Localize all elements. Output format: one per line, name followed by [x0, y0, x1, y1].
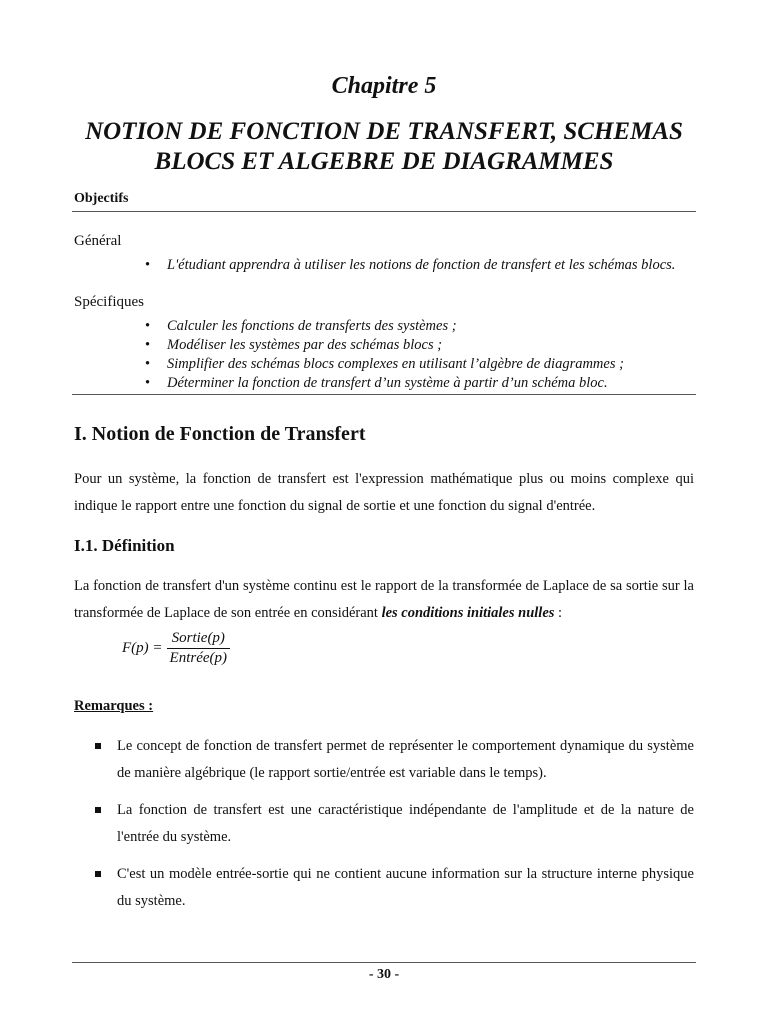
formula-fraction: [167, 630, 230, 667]
section-intro-paragraph: Pour un système, la fonction de transfert est l'expression mathématique plus ou moins complexe qui indique le rapport entre une fonction du signal de sortie et une fonction du signal d'entrée.: [74, 471, 694, 514]
chapter-title-line-2: BLOCS ET ALGEBRE DE DIAGRAMMES: [154, 148, 614, 175]
formula-lhs: F(p) =: [122, 640, 163, 656]
footer-rule: [72, 962, 696, 963]
specific-label: Spécifiques: [74, 294, 144, 310]
remark-text: La fonction de transfert est une caractéristique indépendante de l'amplitude et de la nature de l'entrée du système.: [117, 802, 694, 845]
specific-objectives-list: [145, 317, 685, 393]
specific-objective-item: • Simplifier des schémas blocs complexes en utilisant l’algèbre de diagrammes ;: [145, 355, 685, 374]
formula-denominator: Entrée(p): [169, 650, 228, 666]
definition-text: La fonction de transfert d'un système continu est le rapport de la transformée de Laplace de sa sortie sur la transformée de Laplace de son entrée en considérant: [74, 578, 694, 621]
remarks-label: Remarques :: [74, 698, 154, 714]
specific-objective-item: • Modéliser les systèmes par des schémas blocs ;: [145, 336, 685, 355]
remark-item: [95, 733, 694, 787]
general-label: Général: [74, 233, 122, 249]
remark-text: Le concept de fonction de transfert permet de représenter le comportement dynamique du système de manière algébrique (le rapport sortie/entrée est variable dans le temps).: [117, 738, 694, 781]
chapter-title-line-1: NOTION DE FONCTION DE TRANSFERT, SCHEMAS: [85, 118, 683, 145]
formula-numerator: Sortie(p): [171, 630, 225, 646]
transfer-function-formula: [122, 630, 230, 667]
specific-objective-item: • Déterminer la fonction de transfert d’un système à partir d’un schéma bloc.: [145, 374, 685, 393]
definition-text-end: :: [554, 605, 563, 621]
chapter-title: [40, 117, 728, 177]
square-bullet-icon: [95, 871, 101, 877]
section-heading: I. Notion de Fonction de Transfert: [74, 423, 366, 445]
definition-paragraph: [74, 573, 694, 627]
objectives-bottom-rule: [72, 394, 696, 395]
remark-item: [95, 861, 694, 915]
general-objectives-list: [145, 256, 685, 275]
square-bullet-icon: [95, 807, 101, 813]
square-bullet-icon: [95, 743, 101, 749]
objectives-label: Objectifs: [74, 191, 129, 206]
chapter-number: Chapitre 5: [331, 73, 437, 99]
remark-text: C'est un modèle entrée-sortie qui ne contient aucune information sur la structure interne physique du système.: [117, 866, 694, 909]
objectives-top-rule: [72, 211, 696, 212]
subsection-heading: I.1. Définition: [74, 536, 175, 555]
general-objective-item: • L'étudiant apprendra à utiliser les notions de fonction de transfert et les schémas blocs.: [145, 256, 685, 275]
definition-emphasis: les conditions initiales nulles: [381, 605, 555, 621]
remark-item: [95, 797, 694, 851]
page-number: - 30 -: [368, 967, 400, 982]
specific-objective-item: • Calculer les fonctions de transferts des systèmes ;: [145, 317, 685, 336]
